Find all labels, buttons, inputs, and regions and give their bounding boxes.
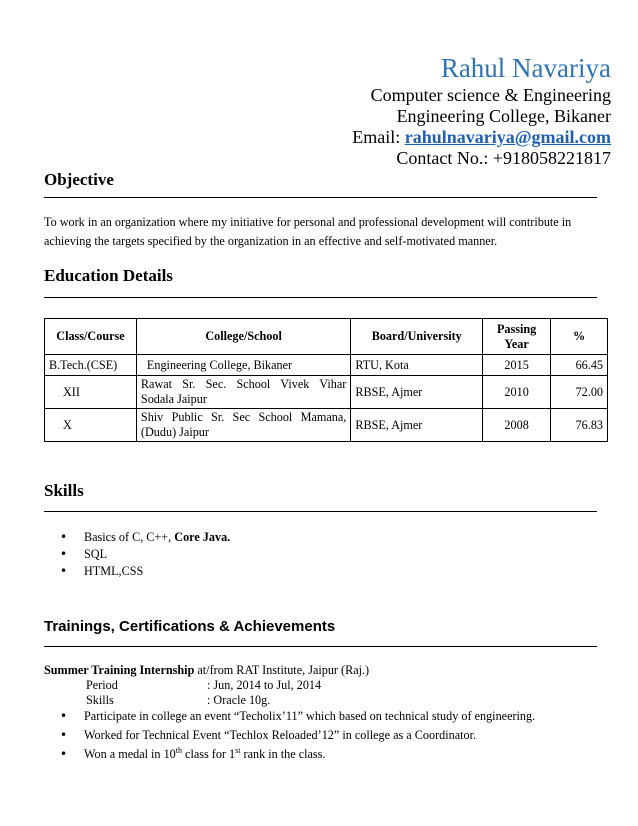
list-item: • Won a medal in 10th class for 1st rank in the class. <box>60 745 535 764</box>
table-cell: 2008 <box>483 409 551 442</box>
list-item: • Participate in college an event “Techolix’11” which based on technical study of engineering. <box>60 707 535 726</box>
table-cell: RBSE, Ajmer <box>351 409 483 442</box>
table-cell: Shiv Public Sr. Sec School Mamana, (Dudu) Jaipur <box>136 409 350 442</box>
skills-heading: Skills <box>44 481 84 500</box>
header-board: Board/University <box>351 319 483 355</box>
candidate-name: Rahul Navariya <box>440 53 611 83</box>
table-row <box>45 409 608 442</box>
header-percent: % <box>551 319 608 355</box>
table-cell: Rawat Sr. Sec. School Vivek Vihar Sodala Jaipur <box>136 376 350 409</box>
objective-text: To work in an organization where my initiative for personal and professional development will contribute in achieving the targets specified by the organization in an effective and self-motivated manner. <box>44 215 572 248</box>
table-cell: 2015 <box>483 355 551 376</box>
education-heading: Education Details <box>44 266 173 285</box>
internship-title: Summer Training Internship <box>44 663 195 677</box>
table-cell: RTU, Kota <box>351 355 483 376</box>
list-item: • Basics of C, C++, Core Java. <box>60 529 230 546</box>
email-link[interactable]: rahulnavariya@gmail.com <box>404 127 611 147</box>
table-cell: 72.00 <box>551 376 608 409</box>
email-label: Email: <box>352 127 405 147</box>
table-cell: X <box>45 409 137 442</box>
objective-divider <box>44 197 597 198</box>
degree-line: Computer science & Engineering <box>370 85 611 105</box>
table-header-row <box>45 319 608 355</box>
skills-list <box>60 529 230 580</box>
list-item: • HTML,CSS <box>60 563 230 580</box>
resume-header <box>352 54 611 169</box>
header-class: Class/Course <box>45 319 137 355</box>
header-year: Passing Year <box>483 319 551 355</box>
trainings-divider <box>44 646 597 647</box>
college-line: Engineering College, Bikaner <box>396 106 611 126</box>
skills-value: : Oracle 10g. <box>207 693 271 707</box>
education-divider <box>44 297 597 298</box>
period-value: : Jun, 2014 to Jul, 2014 <box>207 678 322 692</box>
table-cell: XII <box>45 376 137 409</box>
skills-label: Skills <box>86 693 114 707</box>
trainings-heading: Trainings, Certifications & Achievements <box>44 618 336 635</box>
achievements-list <box>60 707 535 764</box>
list-item: • SQL <box>60 546 230 563</box>
internship-place: at/from RAT Institute, Jaipur (Raj.) <box>194 663 370 677</box>
table-row <box>45 355 608 376</box>
objective-heading: Objective <box>44 170 114 189</box>
contact-line: Contact No.: +918058221817 <box>396 148 611 168</box>
internship-line <box>44 662 369 678</box>
list-item: • Worked for Technical Event “Techlox Reloaded’12” in college as a Coordinator. <box>60 726 535 745</box>
email-line <box>352 127 611 148</box>
table-row <box>45 376 608 409</box>
header-college: College/School <box>136 319 350 355</box>
table-cell: 2010 <box>483 376 551 409</box>
table-cell: Engineering College, Bikaner <box>136 355 350 376</box>
table-cell: B.Tech.(CSE) <box>45 355 137 376</box>
table-cell: RBSE, Ajmer <box>351 376 483 409</box>
education-table <box>44 318 608 442</box>
table-cell: 66.45 <box>551 355 608 376</box>
table-cell: 76.83 <box>551 409 608 442</box>
skills-divider <box>44 511 597 512</box>
period-label: Period <box>86 678 118 692</box>
